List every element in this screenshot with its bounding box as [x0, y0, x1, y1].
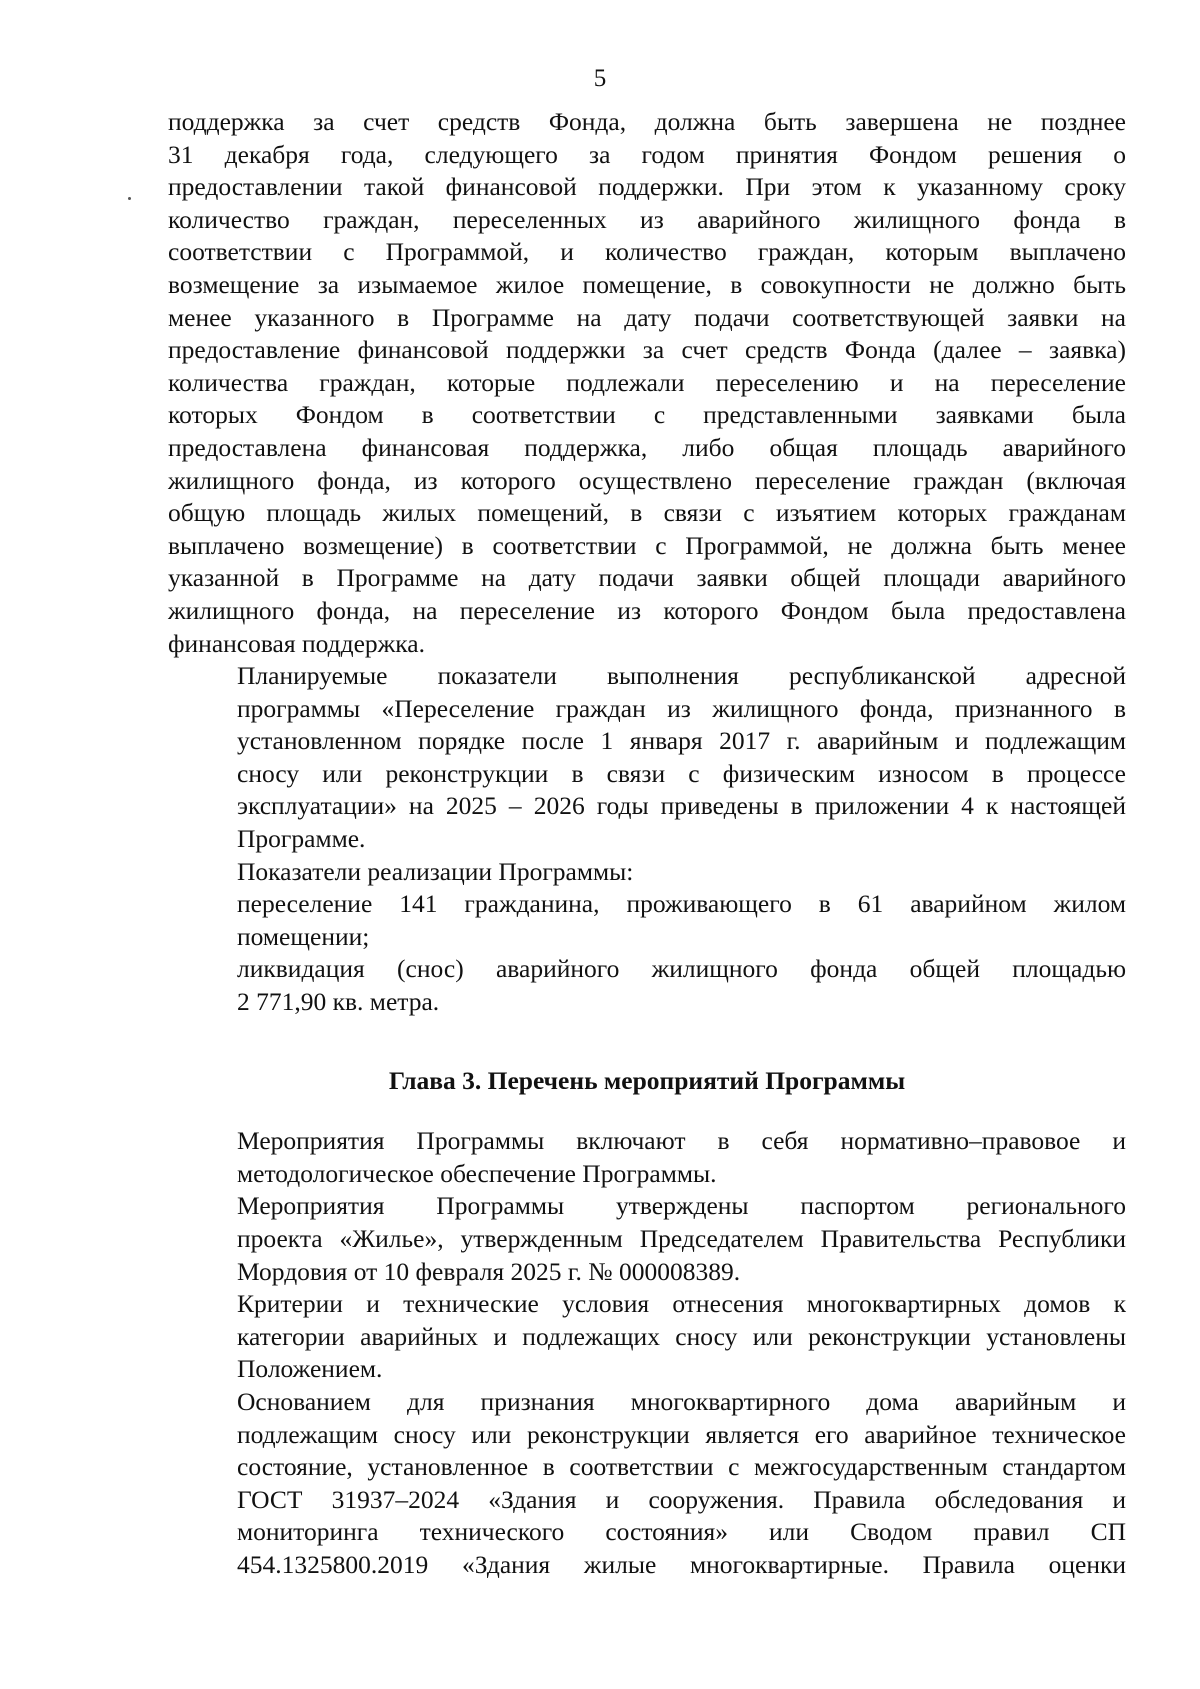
text-line: которых Фондом в соответствии с представленными заявками была — [168, 400, 1126, 430]
text-line: методологическое обеспечение Программы. — [237, 1158, 717, 1188]
text-line: подлежащим сносу или реконструкции является его аварийное техническое — [237, 1419, 1126, 1449]
paragraph — [168, 856, 1126, 889]
scan-artifact-dot — [128, 197, 131, 200]
paragraph — [168, 1386, 1126, 1582]
text-line: соответствии с Программой, и количество граждан, которым выплачено — [168, 237, 1126, 267]
text-line: количества граждан, которые подлежали переселению и на переселение — [168, 367, 1126, 397]
text-line: Показатели реализации Программы: — [237, 856, 634, 886]
document-body — [168, 106, 1126, 1582]
text-line: возмещение за изымаемое жилое помещение, в совокупности не должно быть — [168, 269, 1126, 299]
text-line: 2 771,90 кв. метра. — [237, 987, 440, 1017]
text-line: Положением. — [237, 1354, 383, 1384]
paragraph — [168, 888, 1126, 953]
text-line: Основанием для признания многоквартирного дома аварийным и — [237, 1386, 1126, 1416]
paragraph — [168, 660, 1126, 856]
text-line: жилищного фонда, на переселение из которого Фондом была предоставлена — [168, 595, 1126, 625]
text-line: помещении; — [237, 921, 370, 951]
text-line: выплачено возмещение) в соответствии с Программой, не должна быть менее — [168, 530, 1126, 560]
text-line: Программе. — [237, 824, 366, 854]
paragraph — [168, 953, 1126, 1018]
paragraph — [168, 1190, 1126, 1288]
paragraph — [168, 1288, 1126, 1386]
text-line: Мероприятия Программы утверждены паспортом регионального — [237, 1191, 1126, 1221]
text-line: эксплуатации» на 2025 – 2026 годы приведены в приложении 4 к настоящей — [237, 791, 1126, 821]
text-line: проекта «Жилье», утвержденным Председателем Правительства Республики — [237, 1224, 1126, 1253]
text-line: сносу или реконструкции в связи с физическим износом в процессе — [237, 758, 1126, 788]
text-line: 454.1325800.2019 «Здания жилые многоквартирные. Правила оценки — [237, 1549, 1126, 1579]
section-after-heading — [168, 1125, 1126, 1581]
text-line: категории аварийных и подлежащих сносу или реконструкции установлены — [237, 1321, 1126, 1351]
text-line: Критерии и технические условия отнесения многоквартирных домов к — [237, 1289, 1126, 1319]
text-line: состояние, установленное в соответствии с межгосударственным стандартом — [237, 1452, 1126, 1482]
text-line: указанной в Программе на дату подачи заявки общей площади аварийного — [168, 563, 1126, 593]
text-line: переселение 141 гражданина, проживающего в 61 аварийном жилом — [237, 889, 1126, 919]
section-before-heading — [168, 106, 1126, 1019]
paragraph — [168, 106, 1126, 660]
text-line: финансовая поддержка. — [168, 628, 425, 658]
text-line: ГОСТ 31937–2024 «Здания и сооружения. Правила обследования и — [237, 1484, 1126, 1514]
text-line: установленном порядке после 1 января 2017 г. аварийным и подлежащим — [237, 726, 1126, 756]
text-line: менее указанного в Программе на дату подачи соответствующей заявки на — [168, 302, 1126, 332]
text-line: Мероприятия Программы включают в себя нормативно–правовое и — [237, 1126, 1126, 1156]
text-line: предоставление финансовой поддержки за счет средств Фонда (далее – заявка) — [168, 335, 1126, 365]
chapter-heading: Глава 3. Перечень мероприятий Программы — [388, 1065, 906, 1095]
paragraph — [168, 1125, 1126, 1190]
text-line: количество граждан, переселенных из аварийного жилищного фонда в — [168, 204, 1126, 234]
text-line: 31 декабря года, следующего за годом принятия Фондом решения о — [168, 139, 1126, 169]
text-line: предоставлена финансовая поддержка, либо общая площадь аварийного — [168, 432, 1126, 462]
text-line: предоставлении такой финансовой поддержки. При этом к указанному сроку — [168, 172, 1126, 202]
text-line: программы «Переселение граждан из жилищного фонда, признанного в — [237, 693, 1126, 723]
text-line: Мордовия от 10 февраля 2025 г. № 000008389. — [237, 1256, 741, 1286]
page-number: 5 — [593, 65, 607, 92]
text-line: Планируемые показатели выполнения республиканской адресной — [237, 661, 1126, 691]
text-line: жилищного фонда, из которого осуществлено переселение граждан (включая — [168, 465, 1126, 495]
text-line: ликвидация (снос) аварийного жилищного фонда общей площадью — [237, 954, 1126, 984]
text-line: общую площадь жилых помещений, в связи с изъятием которых гражданам — [168, 498, 1126, 528]
text-line: поддержка за счет средств Фонда, должна быть завершена не позднее — [168, 107, 1126, 136]
text-line: мониторинга технического состояния» или Сводом правил СП — [237, 1517, 1126, 1547]
